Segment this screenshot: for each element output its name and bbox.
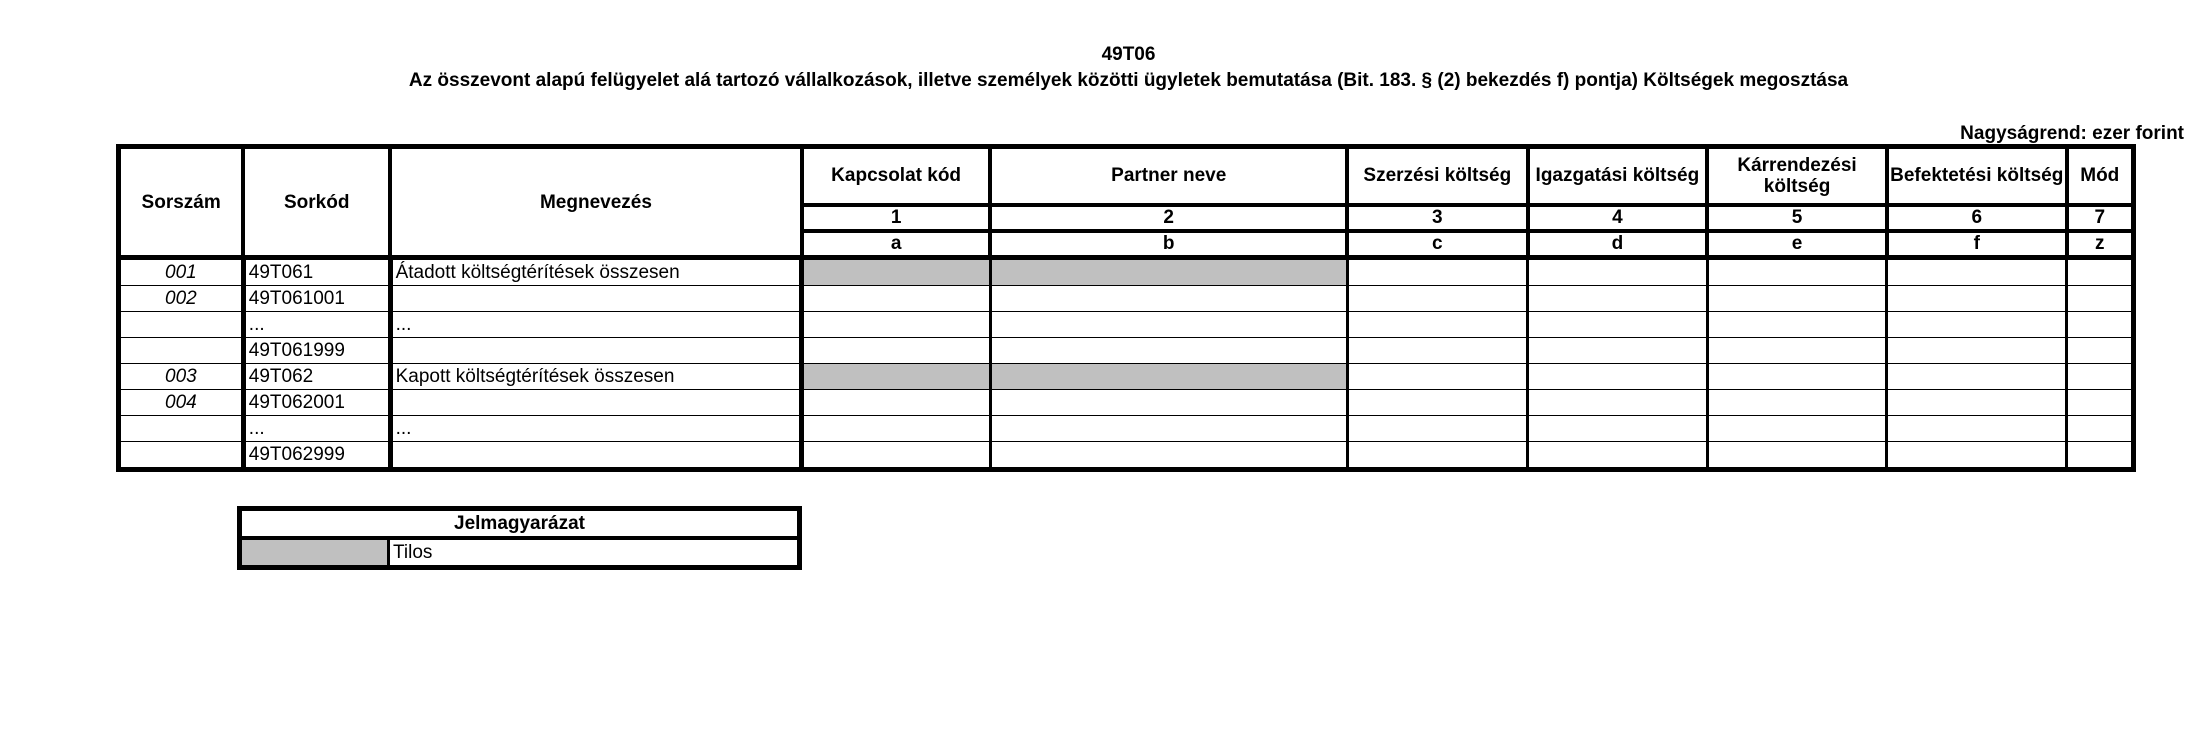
table-row bbox=[119, 390, 2134, 416]
cell-igazgatasi-koltseg[interactable] bbox=[1528, 416, 1708, 442]
cell-mod[interactable] bbox=[2067, 416, 2134, 442]
row-megnevezes: Átadott költségtérítések összesen bbox=[390, 258, 802, 286]
cell-kapcsolat-kod[interactable] bbox=[802, 338, 991, 364]
cell-befektetesi-koltseg[interactable] bbox=[1887, 258, 2067, 286]
header-col-6-letter: f bbox=[1887, 231, 2067, 258]
cell-partner-neve bbox=[990, 258, 1347, 286]
header-col-7-number: 7 bbox=[2067, 205, 2134, 231]
cell-kapcsolat-kod[interactable] bbox=[802, 286, 991, 312]
cell-befektetesi-koltseg[interactable] bbox=[1887, 416, 2067, 442]
cell-karrendezesi-koltseg[interactable] bbox=[1707, 338, 1887, 364]
header-col-5-number: 5 bbox=[1707, 205, 1887, 231]
legend bbox=[237, 506, 802, 570]
row-sorkod: 49T062 bbox=[243, 364, 390, 390]
header-col-5-label: Kárrendezési költség bbox=[1707, 147, 1887, 205]
row-sorszam: 002 bbox=[119, 286, 244, 312]
row-megnevezes bbox=[390, 442, 802, 470]
cell-mod[interactable] bbox=[2067, 338, 2134, 364]
cell-mod[interactable] bbox=[2067, 312, 2134, 338]
cell-mod[interactable] bbox=[2067, 442, 2134, 470]
cell-partner-neve[interactable] bbox=[990, 312, 1347, 338]
cell-partner-neve[interactable] bbox=[990, 416, 1347, 442]
cell-szerzesi-koltseg[interactable] bbox=[1347, 390, 1528, 416]
cell-kapcsolat-kod bbox=[802, 258, 991, 286]
cell-kapcsolat-kod bbox=[802, 364, 991, 390]
cell-kapcsolat-kod[interactable] bbox=[802, 416, 991, 442]
cell-szerzesi-koltseg[interactable] bbox=[1347, 338, 1528, 364]
header-col-2-letter: b bbox=[990, 231, 1347, 258]
header-sorkod: Sorkód bbox=[243, 147, 390, 258]
header-col-1-label: Kapcsolat kód bbox=[802, 147, 991, 205]
row-sorkod: ... bbox=[243, 312, 390, 338]
legend-label-forbidden: Tilos bbox=[389, 538, 800, 568]
header-col-4-label: Igazgatási költség bbox=[1528, 147, 1708, 205]
table-row bbox=[119, 338, 2134, 364]
cell-igazgatasi-koltseg[interactable] bbox=[1528, 286, 1708, 312]
row-sorszam bbox=[119, 416, 244, 442]
row-sorkod: 49T061999 bbox=[243, 338, 390, 364]
header-col-4-number: 4 bbox=[1528, 205, 1708, 231]
cell-mod[interactable] bbox=[2067, 364, 2134, 390]
cell-kapcsolat-kod[interactable] bbox=[802, 390, 991, 416]
row-sorszam bbox=[119, 312, 244, 338]
cell-igazgatasi-koltseg[interactable] bbox=[1528, 312, 1708, 338]
header-col-6-number: 6 bbox=[1887, 205, 2067, 231]
cell-szerzesi-koltseg[interactable] bbox=[1347, 364, 1528, 390]
cell-mod[interactable] bbox=[2067, 286, 2134, 312]
cell-karrendezesi-koltseg[interactable] bbox=[1707, 442, 1887, 470]
cell-karrendezesi-koltseg[interactable] bbox=[1707, 416, 1887, 442]
header-col-7-letter: z bbox=[2067, 231, 2134, 258]
row-sorkod: 49T062001 bbox=[243, 390, 390, 416]
cell-igazgatasi-koltseg[interactable] bbox=[1528, 442, 1708, 470]
row-sorszam bbox=[119, 442, 244, 470]
cell-igazgatasi-koltseg[interactable] bbox=[1528, 364, 1708, 390]
cell-karrendezesi-koltseg[interactable] bbox=[1707, 364, 1887, 390]
row-megnevezes bbox=[390, 390, 802, 416]
cell-szerzesi-koltseg[interactable] bbox=[1347, 416, 1528, 442]
row-sorkod: 49T061 bbox=[243, 258, 390, 286]
table-row bbox=[119, 442, 2134, 470]
table-row bbox=[119, 286, 2134, 312]
cell-szerzesi-koltseg[interactable] bbox=[1347, 286, 1528, 312]
header-col-3-label: Szerzési költség bbox=[1347, 147, 1528, 205]
cell-kapcsolat-kod[interactable] bbox=[802, 312, 991, 338]
header-col-3-number: 3 bbox=[1347, 205, 1528, 231]
row-megnevezes bbox=[390, 338, 802, 364]
unit-label: Nagyságrend: ezer forint bbox=[1960, 123, 2184, 144]
row-megnevezes: Kapott költségtérítések összesen bbox=[390, 364, 802, 390]
header-col-3-letter: c bbox=[1347, 231, 1528, 258]
cell-karrendezesi-koltseg[interactable] bbox=[1707, 258, 1887, 286]
cell-karrendezesi-koltseg[interactable] bbox=[1707, 312, 1887, 338]
header-col-7-label: Mód bbox=[2067, 147, 2134, 205]
row-megnevezes: ... bbox=[390, 312, 802, 338]
header-megnevezes: Megnevezés bbox=[390, 147, 802, 258]
cell-befektetesi-koltseg[interactable] bbox=[1887, 442, 2067, 470]
cell-karrendezesi-koltseg[interactable] bbox=[1707, 390, 1887, 416]
row-sorkod: ... bbox=[243, 416, 390, 442]
cell-kapcsolat-kod[interactable] bbox=[802, 442, 991, 470]
table-row bbox=[119, 312, 2134, 338]
cell-szerzesi-koltseg[interactable] bbox=[1347, 258, 1528, 286]
cell-mod[interactable] bbox=[2067, 390, 2134, 416]
header-sorszam: Sorszám bbox=[119, 147, 244, 258]
header-col-2-label: Partner neve bbox=[990, 147, 1347, 205]
cell-igazgatasi-koltseg[interactable] bbox=[1528, 258, 1708, 286]
cell-partner-neve[interactable] bbox=[990, 338, 1347, 364]
cell-igazgatasi-koltseg[interactable] bbox=[1528, 338, 1708, 364]
row-megnevezes: ... bbox=[390, 416, 802, 442]
row-sorszam: 004 bbox=[119, 390, 244, 416]
cell-befektetesi-koltseg[interactable] bbox=[1887, 364, 2067, 390]
cell-mod[interactable] bbox=[2067, 258, 2134, 286]
header-col-1-number: 1 bbox=[802, 205, 991, 231]
data-table bbox=[116, 144, 2136, 472]
cell-partner-neve[interactable] bbox=[990, 442, 1347, 470]
row-sorkod: 49T062999 bbox=[243, 442, 390, 470]
legend-title: Jelmagyarázat bbox=[240, 509, 800, 539]
table-row bbox=[119, 416, 2134, 442]
header-col-2-number: 2 bbox=[990, 205, 1347, 231]
row-sorszam: 001 bbox=[119, 258, 244, 286]
row-sorszam: 003 bbox=[119, 364, 244, 390]
header-col-5-letter: e bbox=[1707, 231, 1887, 258]
cell-partner-neve bbox=[990, 364, 1347, 390]
cell-karrendezesi-koltseg[interactable] bbox=[1707, 286, 1887, 312]
legend-swatch-forbidden bbox=[240, 538, 389, 568]
row-sorszam bbox=[119, 338, 244, 364]
cell-befektetesi-koltseg[interactable] bbox=[1887, 286, 2067, 312]
header-col-1-letter: a bbox=[802, 231, 991, 258]
cell-szerzesi-koltseg[interactable] bbox=[1347, 442, 1528, 470]
cell-befektetesi-koltseg[interactable] bbox=[1887, 338, 2067, 364]
form-code: 49T06 bbox=[1101, 44, 1156, 65]
header-col-6-label: Befektetési költség bbox=[1887, 147, 2067, 205]
row-sorkod: 49T061001 bbox=[243, 286, 390, 312]
form-title: Az összevont alapú felügyelet alá tartozó vállalkozások, illetve személyek közötti ügyletek bemutatása (Bit. 183. § (2) bekezdés f) pontja) Költségek megosztása bbox=[408, 70, 1849, 91]
table-row bbox=[119, 364, 2134, 390]
cell-befektetesi-koltseg[interactable] bbox=[1887, 390, 2067, 416]
table-row bbox=[119, 258, 2134, 286]
cell-partner-neve[interactable] bbox=[990, 390, 1347, 416]
row-megnevezes bbox=[390, 286, 802, 312]
cell-partner-neve[interactable] bbox=[990, 286, 1347, 312]
cell-igazgatasi-koltseg[interactable] bbox=[1528, 390, 1708, 416]
header-col-4-letter: d bbox=[1528, 231, 1708, 258]
cell-befektetesi-koltseg[interactable] bbox=[1887, 312, 2067, 338]
cell-szerzesi-koltseg[interactable] bbox=[1347, 312, 1528, 338]
